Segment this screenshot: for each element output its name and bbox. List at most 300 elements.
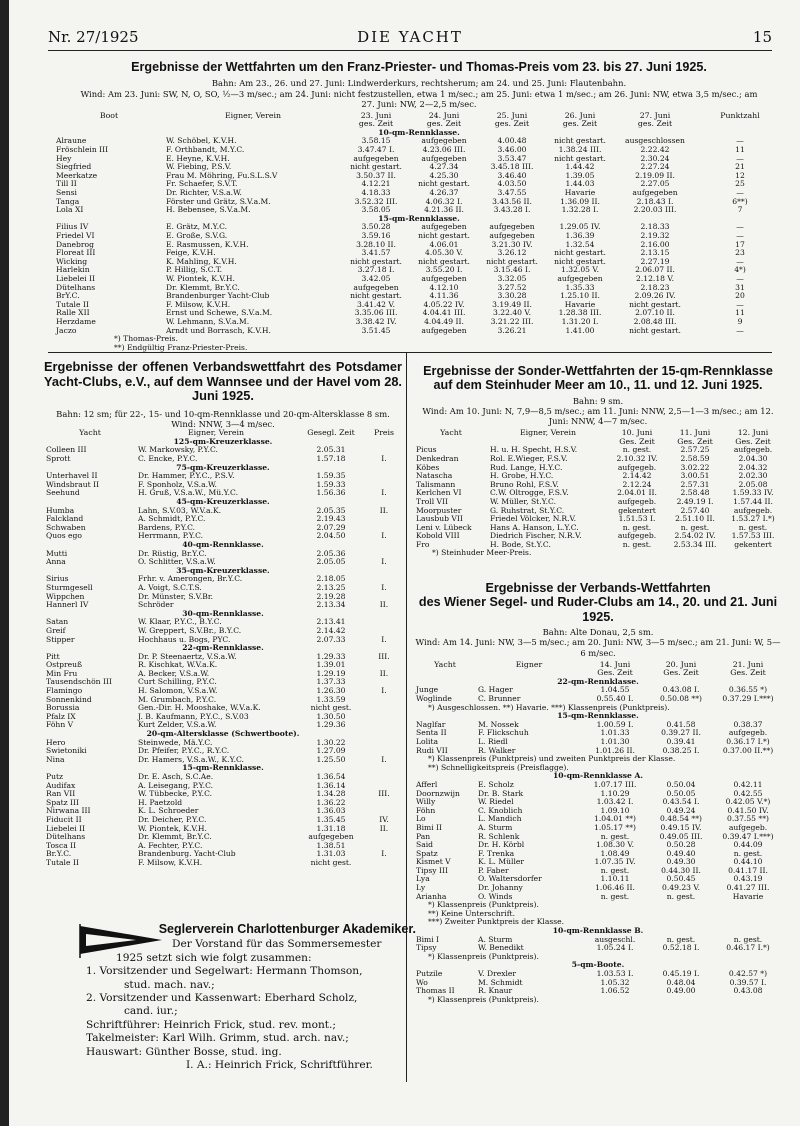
owner-club: F. Trenka [478,849,515,858]
table-row [44,687,402,696]
result-value: 1.31.03 [316,850,346,859]
owner-club: C. Encke, P.Y.C. [138,455,198,464]
column-subheader [696,120,784,129]
club-line: 1. Vorsitzender und Segelwart: Hermann Thomson, [86,965,363,978]
yacht-name: Windsbraut II [46,480,100,489]
class-header-row [414,961,782,970]
table-row [44,816,402,825]
column-header: 26. Juni [564,111,596,120]
yacht-name: Friedel VI [56,232,95,241]
result-value: 1.01.33 [600,729,630,738]
yacht-name: Alraune [56,137,87,146]
result-value: 1.36.54 [316,773,346,782]
result-value: nicht gestart. [350,257,402,266]
yacht-name: Pitt [46,652,60,661]
column-header: Yacht [440,429,462,438]
result-value: I. [381,755,387,764]
table-row [414,472,782,481]
result-value: aufgegeb. [728,729,768,738]
result-value: 1.33.59 [316,695,346,704]
result-value: n. gest. [622,523,652,532]
result-value: nicht gestart. [554,249,606,258]
result-value: 3.46.00 [497,146,527,155]
class-heading: 22-qm-Rennklasse. [182,644,264,653]
result-value: nicht gestart. [554,137,606,146]
yacht-name: Sensi [56,189,77,198]
result-value: 0.49.15 IV. [660,823,702,832]
result-value: 3.19.49 II. [492,300,532,309]
result-value: 2.05.36 [316,549,346,558]
owner-club: W. Greppert, S.V.Br., B.Y.C. [138,626,242,635]
result-value: 1.30.50 [316,712,346,721]
yacht-name: Nirwana III [46,807,91,816]
priester-thomas-wind: Wind: Am 23. Juni: SW, N, O, SO, ½—3 m/sec.; am 24. Juni: nicht festzustellen, etwa 1 m/sec.; am 25. Juni: etwa 1 m/sec.; am 26. Juni: NW, etwa 3,5 m/sec.; am 27. Juni: NW, 2—2,5 m/sec. [80,88,758,109]
wien-title-2: des Wiener Segel- und Ruder-Clubs am 14., 20. und 21. Juni 1925. [418,595,778,624]
result-value: 3.45.18 III. [490,163,534,172]
result-value: 1.36.09 II. [560,197,600,206]
result-value [366,661,402,670]
yacht-name: Tosca II [46,841,77,850]
table-row [414,833,782,842]
result-value: 1.03.53 I. [596,970,634,979]
result-value: 2.05.31 [316,446,346,455]
result-value: 2.18.23 [640,283,670,292]
result-value: I. [381,635,387,644]
owner-club: M. Nossek [478,720,519,729]
column-subheader [164,120,342,129]
result-value: 17 [735,240,745,249]
yacht-name: Lausbub VII [416,515,463,524]
result-value: 1.26.30 [316,687,346,696]
owner-club: Steinwede, Mä.Y.C. [138,738,213,747]
result-value: 2.14.42 [316,626,346,635]
table-row [414,721,782,730]
potsdam-title: Ergebnisse der offenen Verbandswettfahrt des Potsdamer Yacht-Clubs, e.V., auf dem Wannsee und der Havel vom 28. Juni 1925. [44,359,402,404]
result-value: 3.47.55 [497,189,527,198]
yacht-name: Lya [416,875,430,884]
result-value: 1.05.24 I. [596,944,634,953]
result-value: 3.41.57 [361,249,391,258]
yacht-name: Arianha [416,892,447,901]
column-header: 25. Juni [496,111,528,120]
table-row [414,532,782,541]
result-value: 1.04.01 **) [594,815,636,824]
class-header-row [44,438,402,447]
result-value: — [736,154,744,163]
result-value [366,747,402,756]
table-row [414,867,782,876]
result-value: nicht gestart. [554,154,606,163]
result-value: Havarie [732,892,764,901]
result-value: nicht gestart. [418,180,470,189]
column-subheader [488,438,608,447]
result-value: 2.19.28 [316,592,346,601]
table-row [44,696,402,705]
table-row [414,695,782,704]
class-header-row [414,927,782,936]
result-value: 3.51.45 [361,326,391,335]
result-value: 3.41.42 V. [357,300,395,309]
result-value: II. [379,601,389,610]
result-value: 4.18.33 [361,189,391,198]
result-value: aufgegeben [421,137,467,146]
result-value: I. [381,455,387,464]
result-value [366,713,402,722]
table-row [414,970,782,979]
result-value: 1.25.50 [316,755,346,764]
result-value: 3.02.22 [680,463,710,472]
table-row [54,241,784,250]
table-row [414,798,782,807]
owner-club: Rud. Lange, H.Y.C. [490,463,563,472]
result-value: aufgegeben [557,274,603,283]
table-row [44,481,402,490]
result-value: — [736,300,744,309]
result-value [366,782,402,791]
result-value [366,842,402,851]
result-value: — [736,223,744,232]
yacht-name: Kismet V [416,858,451,867]
owner-club: F. Milsow, K.V.H. [138,858,203,867]
yacht-name: Thomas II [416,987,455,996]
result-value: n. gest. [666,892,696,901]
potsdam-table [44,429,402,867]
class-header-row [44,464,402,473]
result-value: 3.27.52 [497,283,527,292]
result-value: 0.43.08 [733,987,763,996]
table-row [54,318,784,327]
yacht-name: Fiducit II [46,815,82,824]
column-subheader: ges. Zeit [358,120,394,129]
owner-club: F. Orthbandt, M.Y.C. [166,146,245,155]
owner-club: H. u. H. Specht, H.S.V. [490,446,578,455]
owner-club: P. Hillig, S.C.T. [166,266,223,275]
table-row [54,301,784,310]
result-value: 1.01.26 II. [595,746,635,755]
table-row [414,815,782,824]
result-value: — [736,137,744,146]
result-value: 1.57.44 II. [733,497,773,506]
result-value: aufgegeben [353,283,399,292]
result-value: 0.49.30 [666,858,696,867]
result-value: 2.10.32 IV. [616,454,658,463]
result-value: 2.57.31 [680,480,710,489]
result-value: 2.14.42 [622,472,652,481]
footnote: *) Ausgeschlossen. **) Havarie. ***) Klassenpreis (Punktpreis). [428,703,670,712]
table-row [414,893,782,902]
owner-club: W. Müller, St.Y.C. [490,497,557,506]
owner-club: Brandenburger Yacht-Club [166,292,270,301]
yacht-name: Tipsy [416,944,437,953]
result-value: I. [381,687,387,696]
owner-club: Dr. Pfeifer, P.Y.C., R.Y.C. [138,747,230,756]
class-heading: 125-qm-Kreuzerklasse. [173,437,273,446]
steinhuder-title: Ergebnisse der Sonder-Wettfahrten der 15-qm-Rennklasse auf dem Steinhuder Meer am 10., 11. und 12. Juni 1925. [423,364,773,393]
class-header-row [44,567,402,576]
result-value: 2.19.09 II. [635,171,675,180]
yacht-name: Junge [416,686,439,695]
result-value: 1.59.33 [316,480,346,489]
owner-club: W. Tübbecke, P.Y.C. [138,790,213,799]
result-value: 21 [735,163,745,172]
result-value: 4*) [734,266,746,275]
table-row [44,807,402,816]
table-row [54,163,784,172]
result-value: 0.44.09 [733,841,763,850]
result-value: 25 [735,180,745,189]
class-header-row [414,772,782,781]
wien-section [414,581,782,1004]
result-value: 1.59.33 IV. [732,489,774,498]
result-value: 4.25.30 [429,171,459,180]
table-row [44,575,402,584]
owner-club: P. Faber [478,866,509,875]
result-value: 0.37.55 **) [727,815,769,824]
result-value: 0.43.54 I. [662,798,700,807]
result-value: 3.43.56 II. [492,197,532,206]
yacht-name: Rudi VII [416,746,448,755]
column-header: 27. Juni [639,111,671,120]
result-value: nicht gestart. [486,257,538,266]
yacht-name: Flamingo [46,687,83,696]
result-value: 2.02.30 [738,472,768,481]
owner-club: Curt Schilling, P.Y.C. [138,678,217,687]
table-row [54,189,784,198]
table-row [414,507,782,516]
yacht-name: Mutti [46,549,68,558]
footnote-row [414,704,782,713]
yacht-name: Bimi II [416,823,443,832]
result-value: 3.43.28 I. [493,206,531,215]
result-value [366,696,402,705]
table-row [54,266,784,275]
owner-club: Friedel Völcker, N.R.V. [490,515,577,524]
footnote-row [414,764,782,773]
result-value: 0.41.58 [666,720,696,729]
owner-club: Diedrich Fischer, N.R.V. [490,532,582,541]
yacht-name: Spatz [416,849,438,858]
owner-club: R. Kischkat, W.V.a.K. [138,661,218,670]
result-value: 31 [735,283,745,292]
result-value: n. gest. [738,523,768,532]
yacht-name: Picus [416,446,437,455]
yacht-name: Siegfried [56,163,92,172]
result-value: 3.47.47 I. [357,146,395,155]
yacht-name: Filius IV [56,223,89,232]
result-value: III. [378,790,390,799]
class-header-row [44,541,402,550]
owner-club: W. Piontek, K.V.H. [166,274,235,283]
result-value: 1.05.17 **) [594,823,636,832]
yacht-name: Br.Y.C. [46,850,72,859]
steinhuder-bahn: Bahn: 9 sm. [572,395,624,406]
yacht-name: Denkedran [416,454,459,463]
owner-club: Brandenburg. Yacht-Club [138,850,236,859]
wien-table [414,661,782,1005]
owner-club: E. Grätz, M.Y.C. [166,223,228,232]
owner-club: Herrmann, P.Y.C. [138,532,204,541]
owner-club: Dr. Münster, S.V.Br. [138,592,214,601]
result-value: 0.42.57 *) [728,970,768,979]
result-value: 2.13.25 [316,583,346,592]
owner-club: Dr. Richter, V.S.a.W. [166,189,242,198]
yacht-name: Schwaben [46,523,86,532]
owner-club: E. Scholz [478,780,514,789]
result-value: 1.03.42 I. [596,798,634,807]
result-value: n. gest. [666,935,696,944]
result-value: 12 [735,171,745,180]
owner-club: C.W. Oltrogge, F.S.V. [490,489,569,498]
yacht-name: Satan [46,618,69,627]
owner-club: L. Mandich [478,815,522,824]
result-value [366,859,402,868]
class-heading: 5-qm-Boote. [571,961,625,970]
result-value: aufgegeben [489,232,535,241]
column-subheader: Ges. Zeit [619,437,655,446]
result-value: 1.31.18 [316,824,346,833]
owner-club: Fr. Schaefer, S.V.T. [166,180,238,189]
result-value: — [736,326,744,335]
result-value: 7 [737,206,743,215]
club-line: 2. Vorsitzender und Kassenwart: Eberhard Scholz, [86,992,358,1005]
result-value: 0.49.40 [666,849,696,858]
owner-club: M. Schmidt [478,978,523,987]
result-value: 1.38.24 III. [558,146,602,155]
result-value: 3.00.51 [680,472,710,481]
result-value: 1.29.36 [316,721,346,730]
owner-club: W. Benedikt [478,944,524,953]
result-value: 0.49.00 [666,987,696,996]
owner-club: Dr. Klemmt, Br.Y.C. [166,283,240,292]
yacht-name: Woglinde [416,695,452,704]
owner-club: W. Schöbel, K.V.H. [166,137,237,146]
result-value: aufgegeb. [728,823,768,832]
yacht-name: Hey [56,154,72,163]
table-row [44,550,402,559]
table-row [414,841,782,850]
owner-club: Schröder [138,601,174,610]
table-row [44,739,402,748]
result-value: 2.20.03 III. [633,206,677,215]
table-row [44,601,402,610]
table-row [414,807,782,816]
result-value: 6**) [732,197,748,206]
result-value: aufgegeben [421,223,467,232]
column-subheader: Ges. Zeit [735,437,771,446]
column-subheader: Ges. Zeit [677,437,713,446]
yacht-name: Lola XI [56,206,84,215]
result-value: aufgegeb. [617,463,657,472]
result-value: 0.49.24 [666,806,696,815]
class-heading: 22-qm-Rennklasse. [557,677,639,686]
result-value: 2.27.19 [640,257,670,266]
class-heading: 15-qm-Rennklasse. [557,712,639,721]
result-value: 1.07.17 III. [593,780,637,789]
footnote: *) Klassenpreis (Punktpreis). [428,952,539,961]
table-subheader-row [54,120,784,129]
result-value: 1.53.27 I.*) [731,515,775,524]
table-row [44,532,402,541]
club-line: Hauswart: Günther Bosse, stud. ing. [86,1045,282,1058]
result-value: 3.50.37 II. [356,171,396,180]
result-value: 3.52.32 III. [354,197,398,206]
owner-club: E. Rasmussen, K.V.H. [166,240,249,249]
wien-wind: Wind: Am 14. Juni: NW, 3—5 m/sec.; am 20. Juni: NW, 3—5 m/sec.; am 21. Juni: W, 5—6 m/sec. [415,637,781,658]
result-value: 0.39.57 I. [729,978,767,987]
result-value: 2.19.32 [640,232,670,241]
result-value: 2.18.33 [640,223,670,232]
result-value [366,472,402,481]
result-value: 11 [735,146,745,155]
result-value: 1.44.03 [565,180,595,189]
table-row [54,292,784,301]
result-value: 2.05.35 [316,506,346,515]
result-value: ausgeschlossen [625,137,685,146]
owner-club: Ernst und Schewe, S.V.a.M. [166,309,273,318]
yacht-name: Tipsy III [416,866,448,875]
result-value: Havarie [564,189,596,198]
yacht-name: Floreat III [56,249,96,258]
steinhuder-section [414,364,782,558]
result-value [366,833,402,842]
owner-club: A. Sturm [478,935,513,944]
club-announcement [86,923,416,1072]
result-value: 1.36.22 [316,798,346,807]
result-value: 4.00.48 [497,137,527,146]
table-row [414,455,782,464]
yacht-name: Putz [46,773,64,782]
result-value: nicht gestart. [554,257,606,266]
yacht-name: Pan [416,832,431,841]
class-header-row [44,498,402,507]
owner-club: A. Becker, V.S.a.W. [138,669,210,678]
result-value: 1.37.33 [316,678,346,687]
club-line: cand. iur.; [124,1005,178,1018]
wien-bahn: Bahn: Alte Donau, 2,5 sm. [542,627,654,638]
result-value: 2.16.00 [640,240,670,249]
class-heading: 45-qm-Kreuzerklasse. [176,498,270,507]
result-value: nicht gest. [310,704,352,713]
class-heading: 40-qm-Rennklasse. [182,540,264,549]
yacht-name: Fro [416,540,430,549]
yacht-name: Lolita [416,737,439,746]
result-value [366,593,402,602]
result-value: 2.06.07 II. [635,266,675,275]
result-value: 2.12.24 [622,480,652,489]
owner-club: H. Bode, St.Y.C. [490,540,551,549]
table-row [414,944,782,953]
table-row [44,713,402,722]
table-row [414,850,782,859]
yacht-name: Tutale II [56,300,89,309]
column-header: Eigner, Verein [519,429,577,438]
column-subheader [414,669,476,678]
result-value [366,773,402,782]
result-value: 2.51.10 II. [675,515,715,524]
result-value: — [736,274,744,283]
table-header-row [54,112,784,121]
footnote: *) Klassenpreis (Punktpreis). [428,901,539,910]
result-value: 1.57.53 III. [731,532,775,541]
result-value: 0.36.17 I.*) [726,737,770,746]
owner-club: Lahn, S.V.03, W.V.a.K. [138,506,222,515]
yacht-name: Sprott [46,455,71,464]
result-value: n. gest. [600,832,630,841]
class-heading: 75-qm-Kreuzerklasse. [176,463,270,472]
yacht-name: Danebrog [56,240,94,249]
table-row [44,842,402,851]
result-value: 4.26.37 [429,189,459,198]
